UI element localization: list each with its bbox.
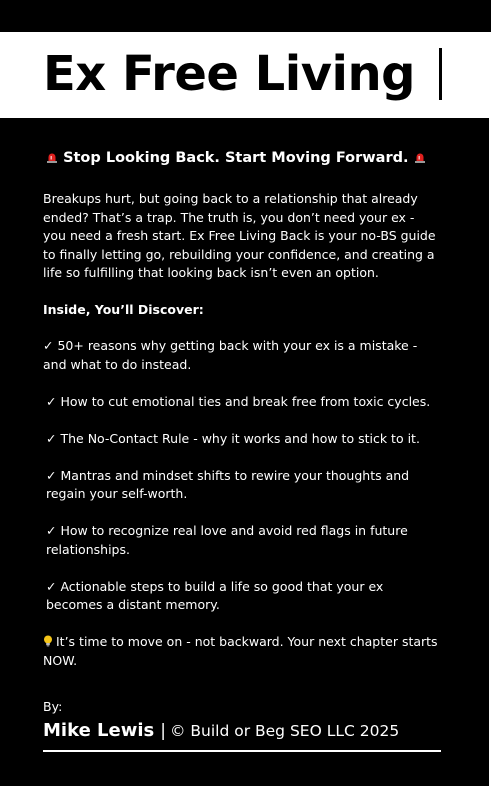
headline-text: Stop Looking Back. Start Moving Forward. [63, 150, 409, 166]
headline [46, 148, 438, 168]
by-label: By: [43, 699, 63, 714]
author-name: Mike Lewis [43, 719, 155, 741]
list-item [43, 467, 438, 504]
title-banner [0, 32, 491, 118]
list-item [43, 430, 438, 449]
checkmark-icon: ✓ [46, 467, 57, 483]
copyright-text: © Build or Beg SEO LLC 2025 [169, 721, 400, 740]
closing-line [43, 633, 438, 670]
list-item [43, 337, 438, 374]
list-item-text: How to recognize real love and avoid red flags in future relationships. [46, 523, 408, 557]
byline [43, 719, 438, 743]
book-title: Ex Free Living [43, 46, 415, 102]
list-item [43, 522, 438, 559]
checkmark-icon: ✓ [46, 393, 57, 409]
byline-separator: | [160, 720, 166, 741]
checkmark-icon: ✓ [43, 338, 54, 353]
list-item-text: 50+ reasons why getting back with your ex is a mistake -and what to do instead. [43, 338, 418, 372]
list-item-text: The No-Contact Rule - why it works and how to stick to it. [60, 430, 420, 446]
list-item [43, 393, 438, 412]
top-band [0, 0, 491, 32]
lightbulb-icon [43, 635, 53, 647]
checkmark-icon: ✓ [46, 523, 57, 538]
list-item [43, 578, 438, 615]
checkmark-icon: ✓ [46, 430, 57, 446]
list-item-text: Mantras and mindset shifts to rewire your thoughts and regain your self-worth. [46, 467, 410, 501]
title-divider [439, 48, 442, 100]
byline-underline [43, 750, 441, 752]
description-body [43, 148, 438, 743]
list-item-text: Actionable steps to build a life so good that your ex becomes a distant memory. [46, 578, 384, 612]
closing-text: It’s time to move on - not backward. Your next chapter starts NOW. [43, 634, 438, 668]
discover-heading: Inside, You’ll Discover: [43, 301, 204, 317]
siren-icon [46, 151, 58, 163]
checkmark-icon: ✓ [46, 578, 57, 594]
intro-paragraph: Breakups hurt, but going back to a relationship that already ended? That’s a trap. The truth is, you don’t need your ex - you need a fresh start. Ex Free Living Back is your no-BS guide to finally letting go, rebuilding your confidence, and creating a life so fulfilling that looking back isn’t even an option. [43, 191, 436, 280]
siren-icon [414, 151, 426, 163]
list-item-text: How to cut emotional ties and break free from toxic cycles. [60, 393, 431, 409]
